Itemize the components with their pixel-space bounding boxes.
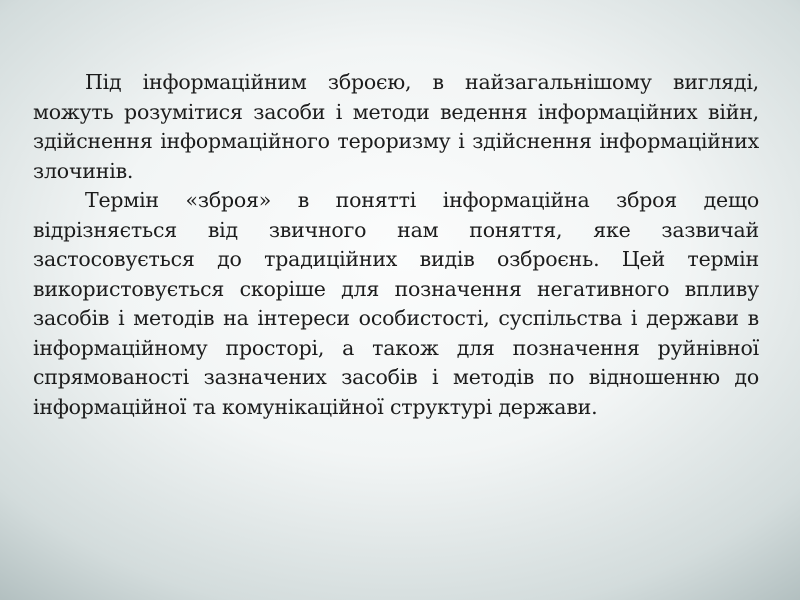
paragraph-2: Термін «зброя» в понятті інформаційна зброя дещо відрізняється від звичного нам поняття, яке зазвичай застосовується до традиційних видів озброєнь. Цей термін використовується скоріше для позначення негативного впливу засобів і методів на інтереси особистості, суспільства і держави в інформаційному просторі, а також для позначення руйнівної спрямованості зазначених засобів і методів по відношенню до інформаційної та комунікаційної структурі держави. <box>33 188 759 419</box>
paragraph-1: Під інформаційним зброєю, в найзагальнішому вигляді, можуть розумітися засоби і методи ведення інформаційних війн, здійснення інформаційного тероризму і здійснення інформаційних злочинів. <box>33 70 759 183</box>
slide-text-body <box>33 68 759 422</box>
